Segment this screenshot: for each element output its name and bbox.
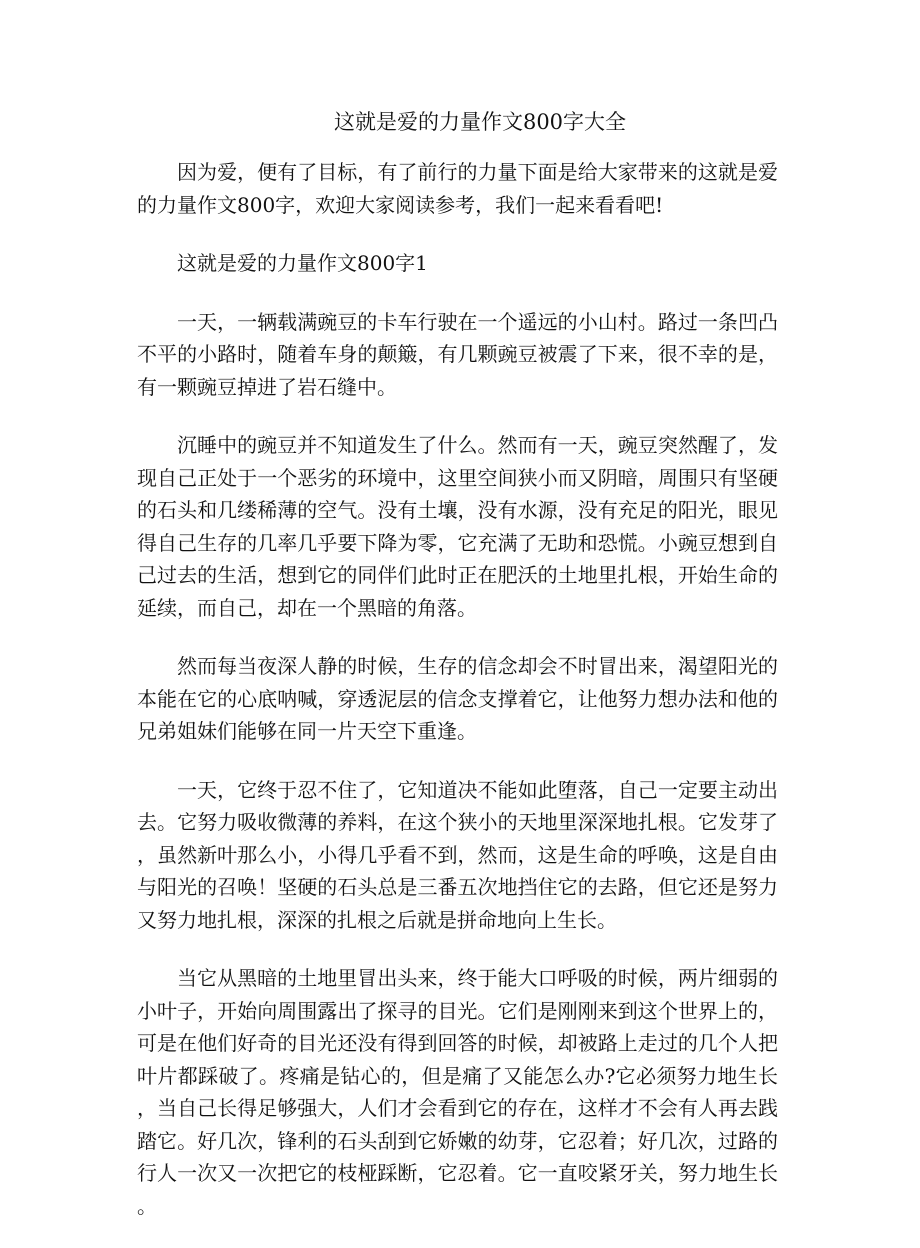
paragraph-4: 一天，它终于忍不住了，它知道决不能如此堕落，自己一定要主动出去。它努力吸收微薄的养料，在这个狭小的天地里深深地扎根。它发芽了，虽然新叶那么小，小得几乎看不到，然而，这是生命的呼唤，这是自由与阳光的召唤！坚硬的石头总是三番五次地挡住它的去路，但它还是努力又努力地扎根，深深的扎根之后就是拼命地向上生长。	[137, 777, 778, 932]
paragraph-3: 然而每当夜深人静的时候，生存的信念却会不时冒出来，渴望阳光的本能在它的心底呐喊，穿透泥层的信念支撑着它，让他努力想办法和他的兄弟姐妹们能够在同一片天空下重逢。	[137, 654, 778, 743]
paragraph-2: 沉睡中的豌豆并不知道发生了什么。然而有一天，豌豆突然醒了，发现自己正处于一个恶劣的环境中，这里空间狭小而又阴暗，周围只有坚硬的石头和几缕稀薄的空气。没有土壤，没有水源，没有充足的阳光，眼见得自己生存的几率几乎要下降为零，它充满了无助和恐慌。小豌豆想到自己过去的生活，想到它的同伴们此时正在肥沃的土地里扎根，开始生命的延续，而自己，却在一个黑暗的角落。	[137, 433, 778, 620]
document-title: 这就是爱的力量作文800字大全	[333, 110, 627, 134]
section-heading: 这就是爱的力量作文800字1	[177, 251, 428, 275]
document-body	[137, 156, 778, 1248]
paragraph-5: 当它从黑暗的土地里冒出头来，终于能大口呼吸的时候，两片细弱的小叶子，开始向周围露出了探寻的目光。它们是刚刚来到这个世界上的，可是在他们好奇的目光还没有得到回答的时候，却被路上走过的几个人把叶片都踩破了。疼痛是钻心的，但是痛了又能怎么办?它必须努力地生长，当自己长得足够强大，人们才会看到它的存在，这样才不会有人再去践踏它。好几次，锋利的石头刮到它娇嫩的幼芽，它忍着；好几次，过路的行人一次又一次把它的枝桠踩断，它忍着。它一直咬紧牙关，努力地生长。	[137, 966, 778, 1218]
paragraph-1: 一天，一辆载满豌豆的卡车行驶在一个遥远的小山村。路过一条凹凸不平的小路时，随着车身的颠簸，有几颗豌豆被震了下来，很不幸的是，有一颗豌豆掉进了岩石缝中。	[137, 309, 778, 399]
intro-paragraph: 因为爱，便有了目标，有了前行的力量下面是给大家带来的这就是爱的力量作文800字，欢迎大家阅读参考，我们一起来看看吧!	[137, 160, 778, 217]
